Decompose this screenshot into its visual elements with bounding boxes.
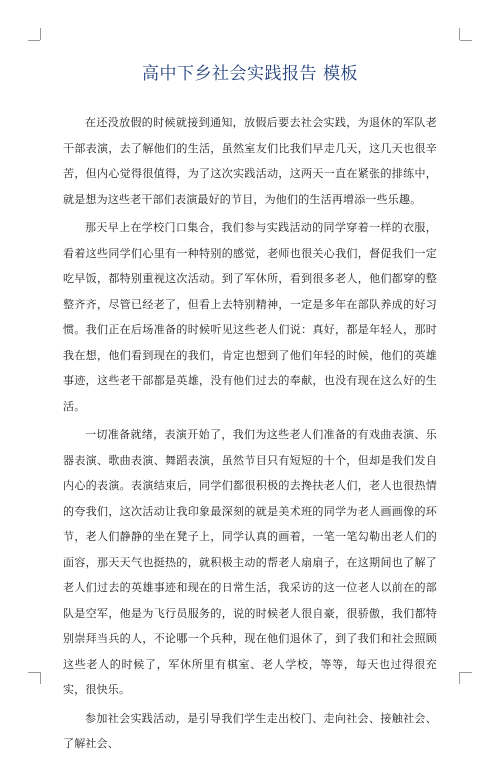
crop-mark-top-left	[28, 40, 40, 41]
paragraph-1: 在还没放假的时候就接到通知，放假后要去社会实践，为退休的军队老干部表演，去了解他们的生活，虽然室友们比我们早走几天，这几天也很辛苦，但内心觉得很值得，为了这次实践活动，这两天一直在紧张的排练中，就是想为这些老干部们表演最好的节目，为他们的生活再增添一些乐趣。	[63, 116, 437, 206]
document-title: 高中下乡社会实践报告 模板	[142, 64, 358, 84]
crop-mark-bottom-left	[28, 672, 40, 673]
crop-mark-top-right	[460, 40, 472, 41]
paragraph-3: 一切准备就绪，表演开始了，我们为这些老人们准备的有戏曲表演、乐器表演、歌曲表演、舞蹈表演，虽然节目只有短短的十个，但却是我们发自内心的表演。表演结束后，同学们都很积极的去搀扶老人们，老人也很热情的夸我们，这次活动让我印象最深刻的就是美术班的同学为老人画画像的环节，老人们静静的坐在凳子上，同学认真的画着，一笔一笔勾勒出老人们的面容，那天天气也挺热的，就积极主动的帮老人扇扇子，在这期间也了解了老人们过去的英雄事迹和现在的日常生活，我采访的这一位老人以前在的部队是空军，他是为飞行员服务的，说的时候老人很自豪，很骄傲，我们都特别崇拜当兵的人，不论哪一个兵种，现在他们退休了，到了我们和社会照顾这些老人的时候了，军休所里有棋室、老人学校，等等，每天也过得很充实，很快乐。	[63, 428, 437, 696]
crop-mark-top-left	[40, 28, 41, 40]
paragraph-4: 参加社会实践活动，是引导我们学生走出校门、走向社会、接触社会、了解社会、	[63, 711, 437, 750]
crop-mark-bottom-right	[459, 672, 460, 684]
document-body	[63, 110, 437, 760]
crop-mark-top-right	[459, 28, 460, 40]
crop-mark-bottom-right	[460, 672, 472, 673]
crop-mark-bottom-left	[40, 672, 41, 684]
paragraph-2: 那天早上在学校门口集合，我们参与实践活动的同学穿着一样的衣服，看着这些同学们心里有一种特别的感觉，老师也很关心我们，督促我们一定吃早饭，都特别重视这次活动。到了军休所，看到很多老人，他们都穿的整整齐齐，尽管已经老了，但看上去特别精神，一定是多年在部队养成的好习惯。我们正在后场准备的时候听见这些老人们说：真好，都是年轻人，那时我在想，他们看到现在的我们，肯定也想到了他们年轻的时候，他们的英雄事迹，这些老干部都是英雄，没有他们过去的奉献，也没有现在这么好的生活。	[63, 221, 437, 413]
